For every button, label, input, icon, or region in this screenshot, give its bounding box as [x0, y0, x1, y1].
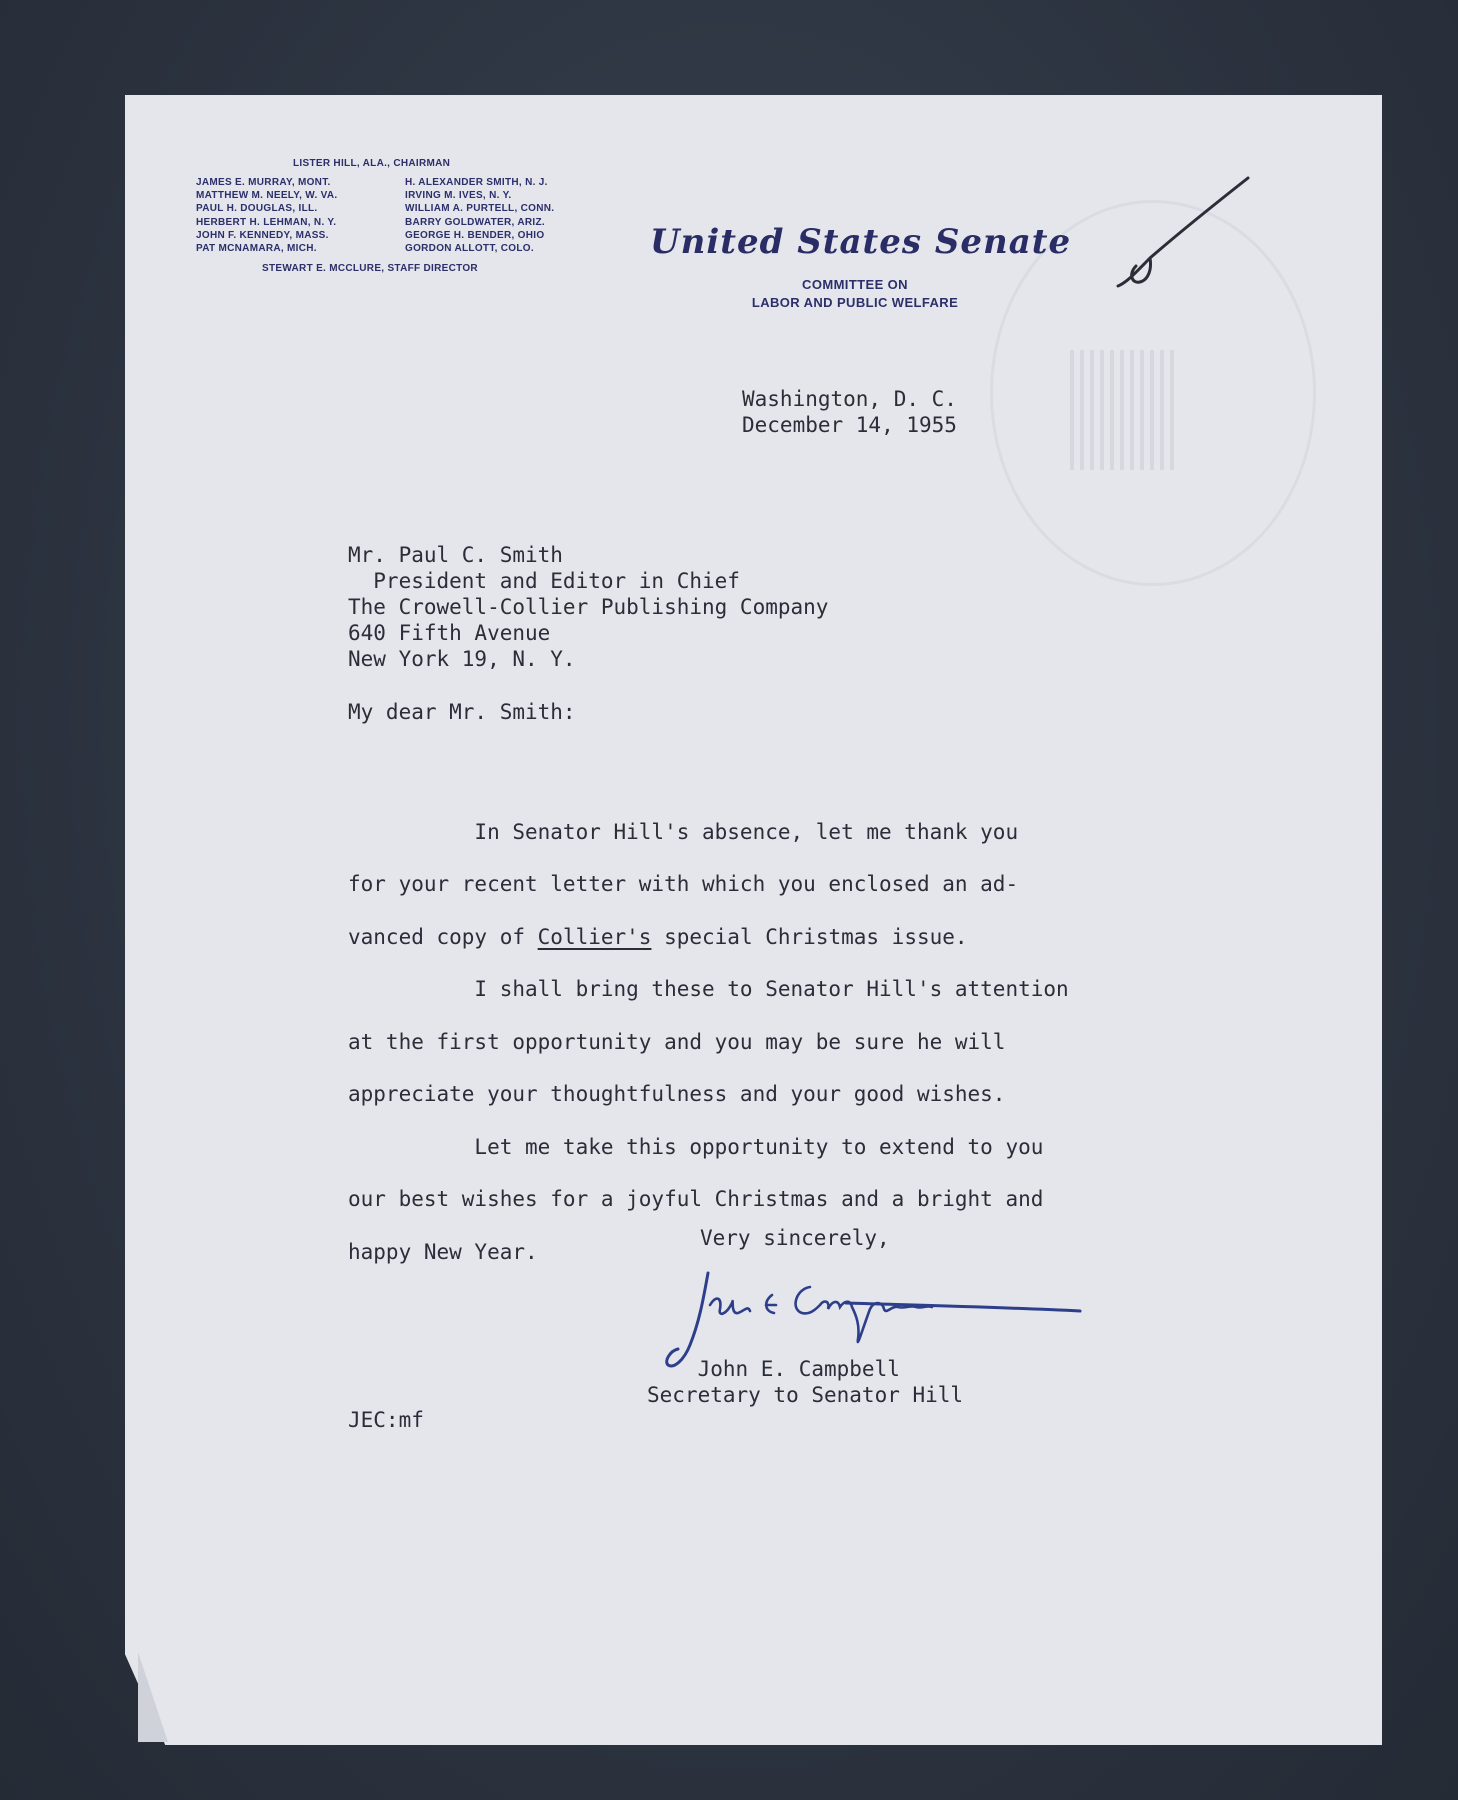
folded-corner — [138, 1652, 168, 1742]
dateline — [742, 386, 957, 438]
body-line: In Senator Hill's absence, let me thank you — [348, 819, 1019, 844]
body-line: I shall bring these to Senator Hill's attention — [348, 977, 1069, 1001]
member-name: PAUL H. DOUGLAS, ILL. — [196, 203, 318, 215]
member-name: GEORGE H. BENDER, OHIO — [405, 229, 545, 241]
closing: Very sincerely, — [700, 1226, 890, 1250]
member-name: PAT MCNAMARA, MICH. — [196, 243, 317, 255]
body-line: for your recent letter with which you enclosed an ad- — [348, 872, 1019, 896]
watermark-seal-detail — [1070, 350, 1180, 470]
member-name: HERBERT H. LEHMAN, N. Y. — [196, 216, 337, 228]
member-name: GORDON ALLOTT, COLO. — [405, 243, 534, 255]
recipient-city: New York 19, N. Y. — [348, 647, 576, 671]
dateline-place: Washington, D. C. — [742, 387, 957, 411]
body-text: vanced copy of — [348, 924, 538, 949]
body-line: at the first opportunity and you may be sure he will — [348, 1029, 1006, 1054]
letterhead-committee — [690, 276, 1020, 312]
letterhead-members-right — [405, 176, 554, 255]
member-name: WILLIAM A. PURTELL, CONN. — [405, 203, 555, 215]
salutation: My dear Mr. Smith: — [348, 700, 576, 724]
body-line: our best wishes for a joyful Christmas and a bright and — [348, 1187, 1044, 1211]
letterhead-chairman: LISTER HILL, ALA., CHAIRMAN — [293, 158, 451, 169]
magazine-title: Collier's — [537, 924, 652, 949]
body-line — [348, 911, 1069, 964]
letterhead-title: United States Senate — [650, 222, 1072, 262]
body-text: special Christmas issue. — [651, 924, 968, 949]
member-name: IRVING M. IVES, N. Y. — [405, 190, 512, 202]
member-name: MATTHEW M. NEELY, W. VA. — [196, 190, 338, 202]
body-line: appreciate your thoughtfulness and your good wishes. — [348, 1082, 1006, 1106]
member-name: JOHN F. KENNEDY, MASS. — [196, 229, 329, 241]
recipient-name: Mr. Paul C. Smith — [348, 543, 563, 567]
body-line: Let me take this opportunity to extend to you — [348, 1134, 1044, 1159]
recipient-address — [348, 542, 828, 672]
letterhead-members-left — [196, 176, 337, 255]
letterhead-staff-director: STEWART E. MCCLURE, STAFF DIRECTOR — [262, 263, 478, 274]
recipient-company: The Crowell-Collier Publishing Company — [348, 595, 829, 619]
member-name: H. ALEXANDER SMITH, N. J. — [405, 177, 548, 188]
handwritten-check-mark — [1110, 170, 1260, 290]
reference-initials: JEC:mf — [348, 1408, 424, 1432]
signature-block — [647, 1330, 963, 1434]
body-line: happy New Year. — [348, 1239, 538, 1264]
committee-line: COMMITTEE ON — [802, 277, 908, 292]
member-name: BARRY GOLDWATER, ARIZ. — [405, 216, 545, 228]
recipient-street: 640 Fifth Avenue — [348, 621, 551, 645]
dateline-date: December 14, 1955 — [742, 413, 957, 437]
signer-title: Secretary to Senator Hill — [647, 1383, 964, 1407]
committee-line: LABOR AND PUBLIC WELFARE — [751, 295, 959, 310]
recipient-title: President and Editor in Chief — [348, 569, 740, 593]
member-name: JAMES E. MURRAY, MONT. — [196, 177, 331, 188]
signer-name: John E. Campbell — [647, 1357, 900, 1381]
